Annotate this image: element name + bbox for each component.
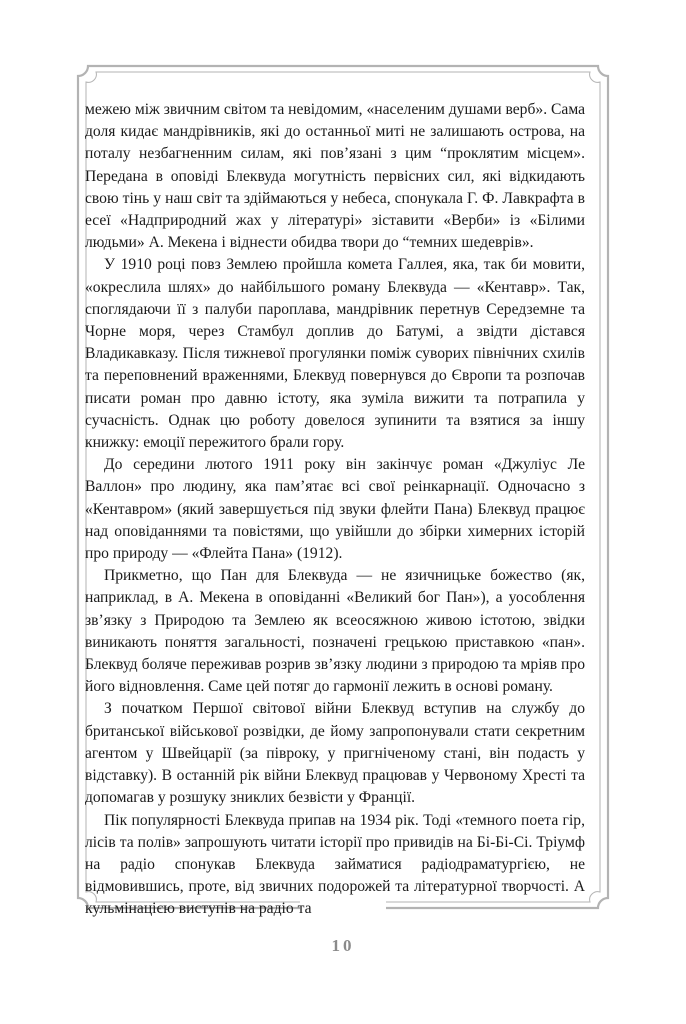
paragraph: До середини лютого 1911 року він закінчує роман «Джуліус Ле Валлон» про людину, яка пам’ятає всі свої реінкарнації. Одночасно з «Кентавром» (який завершується під звуки флейти Пана) Блеквуд працює над оповіданнями та повістями, що увійшли до збірки химерних історій про природу — «Флейта Пана» (1912). [85,456,585,563]
paragraph: межею між звичним світом та невідомим, «населеним душами верб». Сама доля кидає мандрівників, які до останньої миті не залишають острова, на поталу незбагненним силам, які пов’язані з цим “проклятим місцем». Передана в оповіді Блеквуда могутність первісних сил, які відкидають свою тінь у наш світ та здіймаються у небеса, спонукала Г. Ф. Лавкрафта в есеї «Надприродний жах у літературі» зіставити «Верби» із «Білими людьми» А. Мекена і віднести обидва твори до “темних шедеврів». [85,101,586,252]
paragraph: Прикметно, що Пан для Блеквуда — не язичницьке божество (як, наприклад, в А. Мекена в оповіданні «Великий бог Пан»), а уособлення зв’язку з Природою та Землею як всеосяжною живою істотою, звідки виникають поняття загальності, позначені грецькою приставкою «пан». Блеквуд боляче переживав розрив зв’язку людини з природою та мріяв про його відновлення. Саме цей потяг до гармонії лежить в основі роману. [85,567,585,696]
paragraph: З початком Першої світової війни Блеквуд вступив на службу до британської військової розвідки, де йому запропонували стати секретним агентом у Швейцарії (за півроку, у пригніченому стані, він подасть у відставку). В останній рік війни Блеквуд працював у Червоному Хресті та допомагав у розшуку зниклих безвісти у Франції. [85,700,585,807]
page-number: 10 [331,936,355,955]
body-text [85,99,585,921]
paragraph: Пік популярності Блеквуда припав на 1934 рік. Тоді «темного поета гір, лісів та полів» запрошують читати історії про привидів на Бі-Бі-Сі. Тріумф на радіо спонукав Блеквуда займатися радіодраматургією, не відмовившись, проте, від звичних подорожей та літературної творчості. А кульмінацією виступів на радіо та [85,811,585,918]
paragraph: У 1910 році повз Землею пройшла комета Галлея, яка, так би мовити, «окреслила шлях» до найбільшого роману Блеквуда — «Кентавр». Так, споглядаючи її з палуби пароплава, мандрівник перетнув Середземне та Чорне моря, через Стамбул доплив до Батумі, а звідти дістався Владикавказу. Після тижневої прогулянки поміж суворих північних схилів та переповнений враженнями, Блеквуд повернувся до Європи та розпочав писати роман про давню істоту, яка зуміла вижити та потрапила у сучасність. Однак цю роботу довелося зупинити та взятися за іншу книжку: емоції пережитого брали гору. [85,256,585,452]
